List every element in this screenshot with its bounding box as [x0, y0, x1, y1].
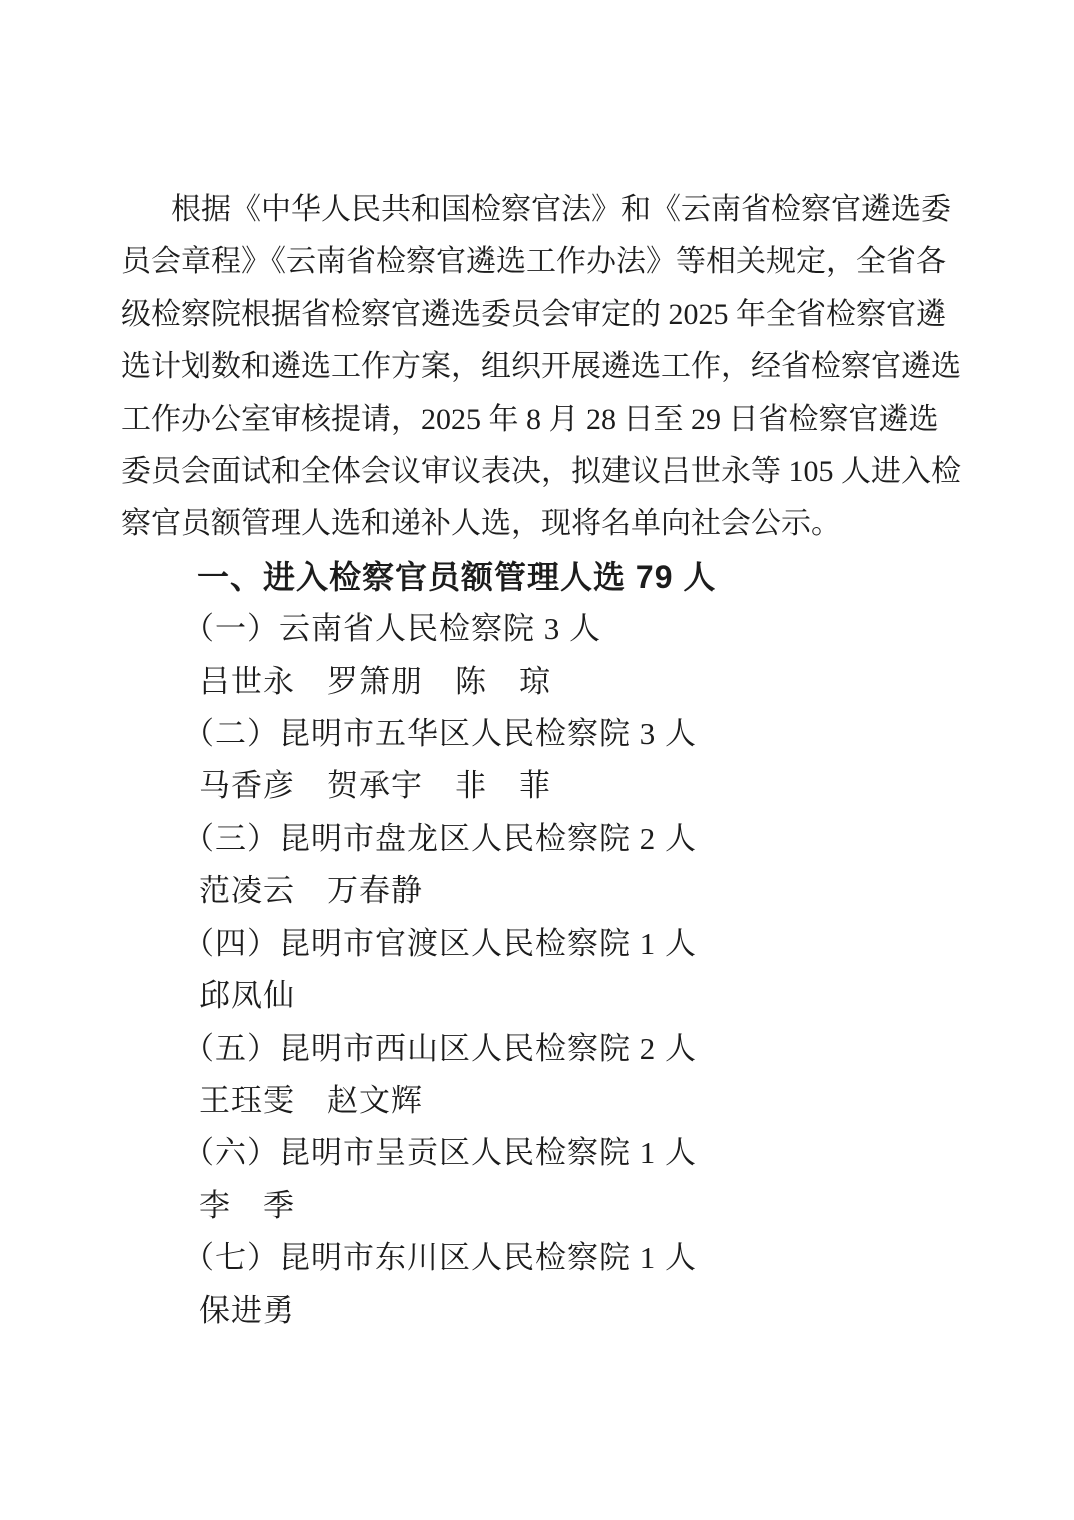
name-list: 范凌云 万春静: [199, 873, 423, 909]
name-list: 邱凤仙: [199, 978, 295, 1014]
intro-paragraph-line: 级检察院根据省检察官遴选委员会审定的 2025 年全省检察官遴: [121, 297, 946, 331]
intro-paragraph-line: 员会章程》《云南省检察官遴选工作办法》等相关规定，全省各: [121, 245, 946, 279]
subsection-title: （七）昆明市东川区人民检察院 1 人: [183, 1240, 697, 1276]
intro-paragraph-line: 察官员额管理人选和递补人选，现将名单向社会公示。: [121, 507, 841, 541]
name-list: 吕世永 罗箫朋 陈 琼: [199, 663, 551, 699]
intro-paragraph-line: 根据《中华人民共和国检察官法》和《云南省检察官遴选委: [171, 193, 951, 226]
section-heading: 一、进入检察官员额管理人选 79 人: [197, 558, 717, 595]
subsection-title: （六）昆明市呈贡区人民检察院 1 人: [183, 1135, 697, 1171]
name-list: 马香彦 贺承宇 非 菲: [199, 768, 551, 804]
intro-paragraph-line: 工作办公室审核提请，2025 年 8 月 28 日至 29 日省检察官遴选: [121, 402, 939, 436]
name-list: 王珏雯 赵文辉: [199, 1082, 423, 1118]
subsection-title: （四）昆明市官渡区人民检察院 1 人: [183, 925, 697, 961]
subsection-title: （二）昆明市五华区人民检察院 3 人: [183, 716, 697, 752]
intro-paragraph-line: 委员会面试和全体会议审议表决，拟建议吕世永等 105 人进入检: [121, 455, 961, 489]
name-list: 保进勇: [199, 1292, 295, 1328]
name-list: 李 季: [199, 1187, 295, 1223]
subsection-title: （五）昆明市西山区人民检察院 2 人: [183, 1030, 697, 1066]
document-body: [121, 184, 961, 1337]
subsection-title: （一）云南省人民检察院 3 人: [183, 611, 601, 647]
subsection-title: （三）昆明市盘龙区人民检察院 2 人: [183, 820, 697, 856]
intro-paragraph-line: 选计划数和遴选工作方案，组织开展遴选工作，经省检察官遴选: [121, 350, 961, 384]
